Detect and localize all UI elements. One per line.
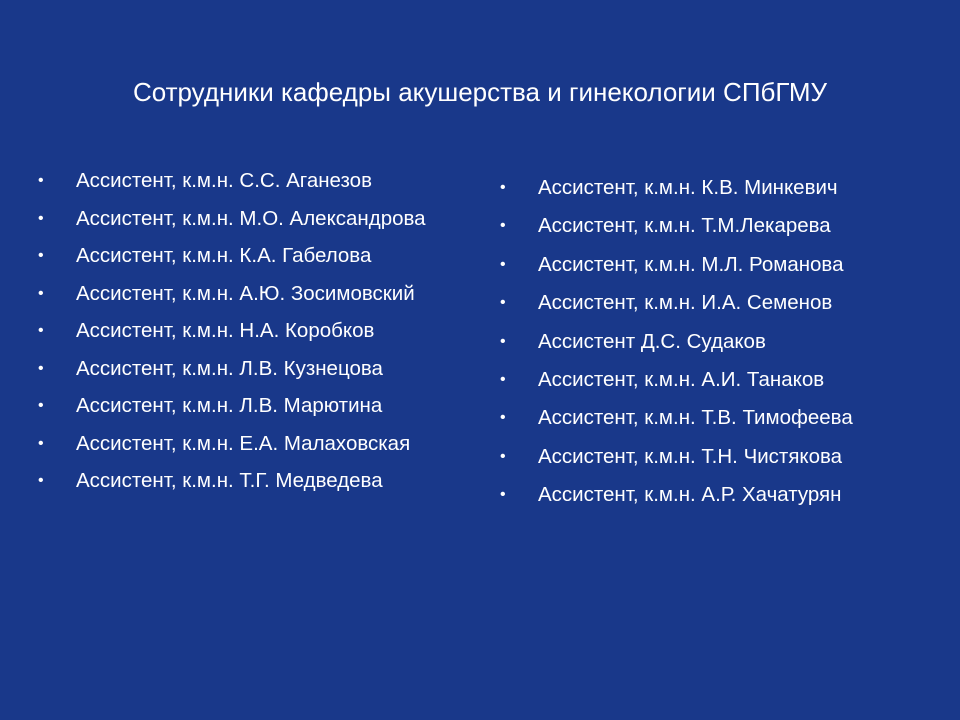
list-item (38, 354, 508, 392)
list-item (500, 288, 940, 326)
list-item (38, 391, 508, 429)
bullet-icon: • (500, 179, 506, 196)
list-item (500, 403, 940, 441)
bullet-icon: • (500, 217, 506, 235)
bullet-icon: • (38, 284, 44, 302)
staff-name: Ассистент, к.м.н. Е.А. Малаховская (76, 431, 411, 455)
staff-list-left (38, 166, 508, 504)
list-item (38, 279, 508, 317)
staff-name: Ассистент, к.м.н. Т.Г. Медведева (76, 469, 383, 492)
staff-list-right (500, 173, 940, 519)
list-item (38, 241, 508, 279)
bullet-icon: • (500, 486, 506, 504)
staff-name: Ассистент, к.м.н. Н.А. Коробков (76, 319, 375, 342)
staff-name: Ассистент, к.м.н. Т.Н. Чистякова (538, 444, 843, 468)
bullet-icon: • (500, 370, 506, 388)
staff-name: Ассистент, к.м.н. Т.В. Тимофеева (538, 406, 853, 430)
bullet-icon: • (38, 472, 44, 489)
list-item (500, 365, 940, 403)
list-item (500, 211, 940, 249)
list-item (38, 316, 508, 354)
staff-name: Ассистент, к.м.н. К.В. Минкевич (538, 176, 838, 199)
staff-name: Ассистент, к.м.н. А.Ю. Зосимовский (76, 281, 415, 305)
list-item (500, 173, 940, 211)
bullet-icon: • (38, 434, 44, 452)
bullet-icon: • (38, 359, 44, 377)
slide-title: Сотрудники кафедры акушерства и гинекологии СПбГМУ (132, 77, 828, 107)
list-item (500, 480, 940, 518)
staff-name: Ассистент, к.м.н. М.О. Александрова (76, 206, 426, 230)
list-item (500, 327, 940, 365)
staff-name: Ассистент, к.м.н. Л.В. Кузнецова (76, 356, 383, 380)
bullet-icon: • (500, 447, 506, 465)
bullet-icon: • (38, 172, 44, 189)
staff-name: Ассистент, к.м.н. Л.В. Марютина (76, 394, 383, 417)
list-item (38, 429, 508, 467)
list-item (500, 250, 940, 288)
staff-name: Ассистент, к.м.н. С.С. Аганезов (76, 169, 372, 192)
staff-name: Ассистент, к.м.н. К.А. Габелова (76, 244, 372, 267)
list-item (38, 466, 508, 504)
bullet-icon: • (500, 409, 506, 427)
staff-name: Ассистент, к.м.н. М.Л. Романова (538, 252, 844, 276)
list-item (38, 204, 508, 242)
staff-name: Ассистент, к.м.н. А.Р. Хачатурян (538, 483, 842, 507)
list-item (500, 442, 940, 480)
list-item (38, 166, 508, 204)
bullet-icon: • (38, 322, 44, 339)
bullet-icon: • (38, 209, 44, 227)
bullet-icon: • (38, 397, 44, 414)
staff-name: Ассистент Д.С. Судаков (538, 329, 766, 353)
bullet-icon: • (38, 247, 44, 264)
bullet-icon: • (500, 294, 506, 312)
staff-name: Ассистент, к.м.н. И.А. Семенов (538, 291, 833, 315)
bullet-icon: • (500, 255, 506, 273)
staff-name: Ассистент, к.м.н. Т.М.Лекарева (538, 214, 831, 238)
staff-name: Ассистент, к.м.н. А.И. Танаков (538, 367, 825, 391)
bullet-icon: • (500, 332, 506, 350)
